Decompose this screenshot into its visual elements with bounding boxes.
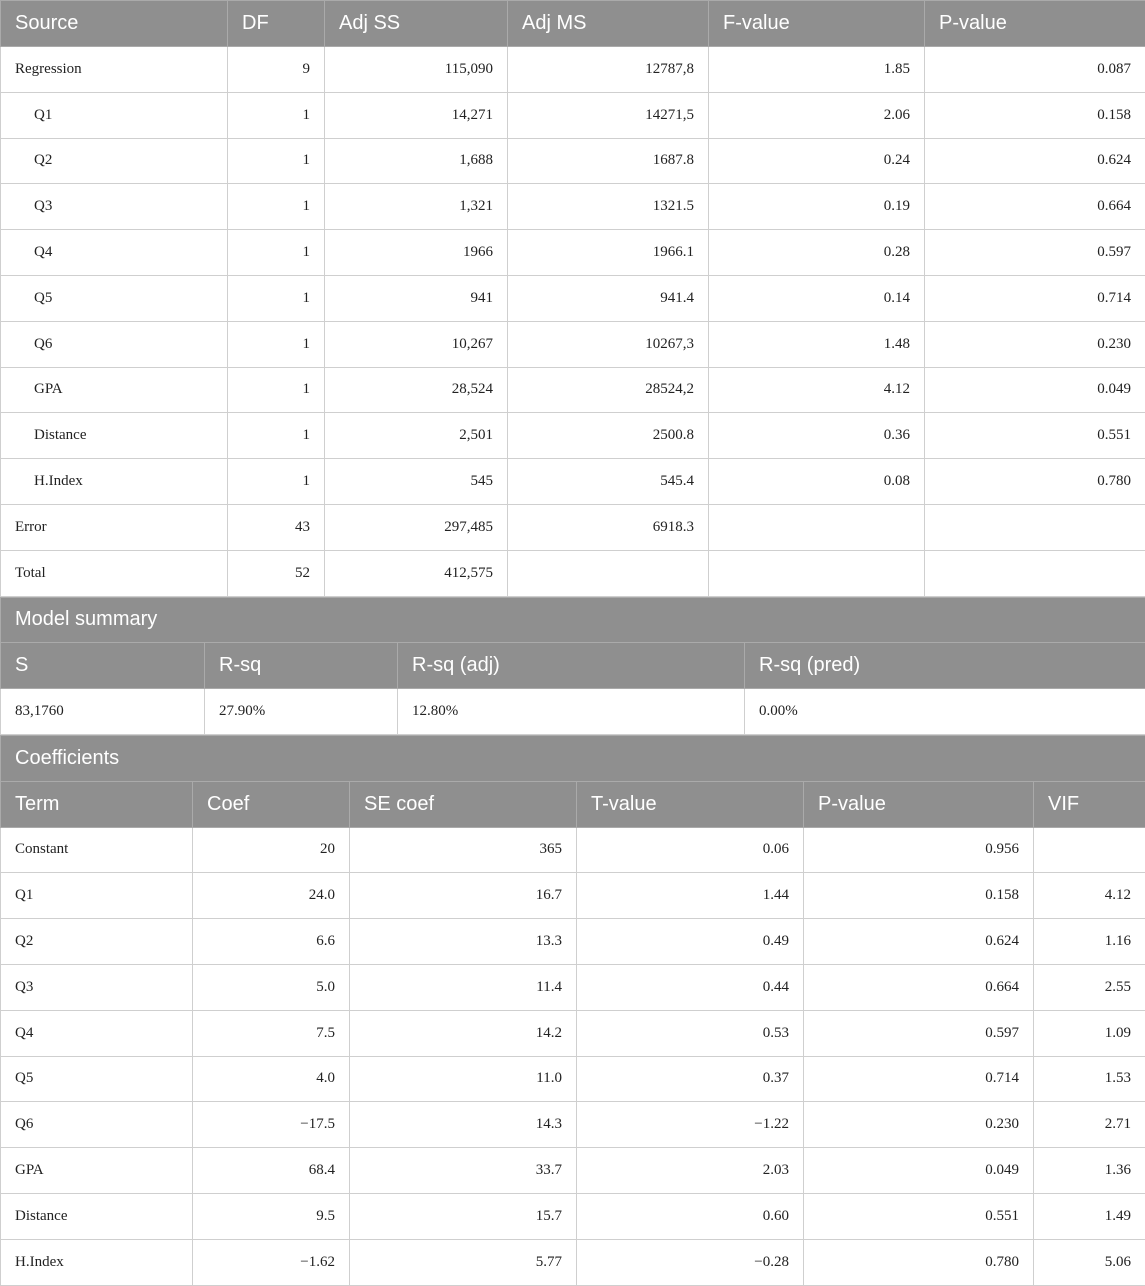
se-coef-cell: 11.4 — [350, 964, 577, 1010]
source-cell: Regression — [1, 47, 228, 93]
p-value-cell: 0.230 — [925, 321, 1145, 367]
term-cell: Q2 — [1, 919, 193, 965]
table-row — [1, 827, 1145, 873]
coefficients-table — [0, 735, 1145, 1286]
table-row — [1, 1010, 1145, 1056]
p-value-cell: 0.087 — [925, 47, 1145, 93]
column-header: T-value — [577, 781, 804, 827]
section-title-row — [1, 735, 1145, 781]
p-value-cell: 0.664 — [925, 184, 1145, 230]
adj-ms-cell: 28524,2 — [508, 367, 709, 413]
adj-ms-cell: 941.4 — [508, 275, 709, 321]
se-coef-cell: 14.3 — [350, 1102, 577, 1148]
p-value-cell: 0.624 — [925, 138, 1145, 184]
column-header: Source — [1, 1, 228, 47]
p-value-cell: 0.780 — [925, 459, 1145, 505]
adj-ss-cell: 10,267 — [325, 321, 508, 367]
f-value-cell: 4.12 — [709, 367, 925, 413]
df-cell: 9 — [228, 47, 325, 93]
se-coef-cell: 11.0 — [350, 1056, 577, 1102]
adj-ss-cell: 297,485 — [325, 504, 508, 550]
column-header: F-value — [709, 1, 925, 47]
adj-ss-cell: 1966 — [325, 230, 508, 276]
adj-ms-cell: 2500.8 — [508, 413, 709, 459]
adj-ss-cell: 115,090 — [325, 47, 508, 93]
adj-ss-cell: 2,501 — [325, 413, 508, 459]
p-value-cell: 0.551 — [925, 413, 1145, 459]
se-coef-cell: 5.77 — [350, 1239, 577, 1285]
se-coef-cell: 15.7 — [350, 1193, 577, 1239]
df-cell: 1 — [228, 230, 325, 276]
vif-cell: 4.12 — [1034, 873, 1145, 919]
table-row — [1, 1193, 1145, 1239]
coef-cell: 20 — [193, 827, 350, 873]
column-header: Coef — [193, 781, 350, 827]
r-sq-value: 27.90% — [205, 689, 398, 735]
p-value-cell: 0.714 — [925, 275, 1145, 321]
source-cell: Q5 — [1, 275, 228, 321]
coef-cell: 68.4 — [193, 1148, 350, 1194]
t-value-cell: 1.44 — [577, 873, 804, 919]
vif-cell: 2.55 — [1034, 964, 1145, 1010]
source-cell: Q2 — [1, 138, 228, 184]
df-cell: 1 — [228, 459, 325, 505]
column-header: R-sq (pred) — [745, 643, 1145, 689]
vif-cell: 2.71 — [1034, 1102, 1145, 1148]
source-cell: Q6 — [1, 321, 228, 367]
se-coef-cell: 33.7 — [350, 1148, 577, 1194]
anova-header-row — [1, 1, 1145, 47]
t-value-cell: 0.44 — [577, 964, 804, 1010]
df-cell: 1 — [228, 321, 325, 367]
term-cell: Q4 — [1, 1010, 193, 1056]
source-cell: Distance — [1, 413, 228, 459]
column-header: DF — [228, 1, 325, 47]
adj-ss-cell: 28,524 — [325, 367, 508, 413]
df-cell: 1 — [228, 138, 325, 184]
table-row — [1, 1102, 1145, 1148]
coef-cell: 7.5 — [193, 1010, 350, 1056]
f-value-cell: 0.28 — [709, 230, 925, 276]
adj-ms-cell: 10267,3 — [508, 321, 709, 367]
coef-cell: 5.0 — [193, 964, 350, 1010]
p-value-cell: 0.597 — [804, 1010, 1034, 1056]
anova-table — [0, 0, 1145, 597]
adj-ms-cell: 1321.5 — [508, 184, 709, 230]
vif-cell: 5.06 — [1034, 1239, 1145, 1285]
p-value-cell: 0.049 — [804, 1148, 1034, 1194]
table-row — [1, 459, 1145, 505]
coef-cell: 9.5 — [193, 1193, 350, 1239]
f-value-cell: 0.36 — [709, 413, 925, 459]
se-coef-cell: 14.2 — [350, 1010, 577, 1056]
vif-cell: 1.49 — [1034, 1193, 1145, 1239]
term-cell: H.Index — [1, 1239, 193, 1285]
column-header: VIF — [1034, 781, 1145, 827]
source-cell: Q4 — [1, 230, 228, 276]
p-value-cell: 0.624 — [804, 919, 1034, 965]
table-row — [1, 689, 1145, 735]
p-value-cell: 0.551 — [804, 1193, 1034, 1239]
table-row — [1, 275, 1145, 321]
adj-ss-cell: 412,575 — [325, 550, 508, 596]
term-cell: GPA — [1, 1148, 193, 1194]
table-row — [1, 919, 1145, 965]
source-cell: Error — [1, 504, 228, 550]
df-cell: 52 — [228, 550, 325, 596]
term-cell: Q5 — [1, 1056, 193, 1102]
f-value-cell: 2.06 — [709, 92, 925, 138]
coef-cell: 6.6 — [193, 919, 350, 965]
table-row — [1, 92, 1145, 138]
f-value-cell: 1.85 — [709, 47, 925, 93]
coefficients-title: Coefficients — [1, 735, 1145, 781]
df-cell: 1 — [228, 92, 325, 138]
table-row — [1, 413, 1145, 459]
p-value-cell: 0.230 — [804, 1102, 1034, 1148]
adj-ss-cell: 545 — [325, 459, 508, 505]
term-cell: Q1 — [1, 873, 193, 919]
source-cell: GPA — [1, 367, 228, 413]
column-header: Adj SS — [325, 1, 508, 47]
se-coef-cell: 365 — [350, 827, 577, 873]
p-value-cell: 0.956 — [804, 827, 1034, 873]
vif-cell: 1.09 — [1034, 1010, 1145, 1056]
table-row — [1, 138, 1145, 184]
term-cell: Distance — [1, 1193, 193, 1239]
adj-ms-cell: 14271,5 — [508, 92, 709, 138]
source-cell: Q1 — [1, 92, 228, 138]
table-row — [1, 550, 1145, 596]
coefficients-header-row — [1, 781, 1145, 827]
p-value-cell — [925, 504, 1145, 550]
adj-ss-cell: 941 — [325, 275, 508, 321]
column-header: Term — [1, 781, 193, 827]
t-value-cell: −0.28 — [577, 1239, 804, 1285]
se-coef-cell: 16.7 — [350, 873, 577, 919]
adj-ms-cell: 545.4 — [508, 459, 709, 505]
table-row — [1, 367, 1145, 413]
table-row — [1, 504, 1145, 550]
adj-ss-cell: 1,688 — [325, 138, 508, 184]
t-value-cell: 2.03 — [577, 1148, 804, 1194]
r-sq-adj-value: 12.80% — [398, 689, 745, 735]
source-cell: Q3 — [1, 184, 228, 230]
f-value-cell: 0.14 — [709, 275, 925, 321]
coef-cell: −1.62 — [193, 1239, 350, 1285]
p-value-cell: 0.780 — [804, 1239, 1034, 1285]
f-value-cell: 0.24 — [709, 138, 925, 184]
t-value-cell: 0.53 — [577, 1010, 804, 1056]
table-row — [1, 964, 1145, 1010]
table-row — [1, 1148, 1145, 1194]
table-row — [1, 873, 1145, 919]
vif-cell: 1.16 — [1034, 919, 1145, 965]
p-value-cell: 0.158 — [804, 873, 1034, 919]
p-value-cell — [925, 550, 1145, 596]
p-value-cell: 0.049 — [925, 367, 1145, 413]
df-cell: 1 — [228, 413, 325, 459]
table-row — [1, 1056, 1145, 1102]
section-title-row — [1, 597, 1145, 643]
column-header: SE coef — [350, 781, 577, 827]
model-summary-title: Model summary — [1, 597, 1145, 643]
adj-ms-cell — [508, 550, 709, 596]
table-row — [1, 184, 1145, 230]
table-row — [1, 230, 1145, 276]
column-header: R-sq (adj) — [398, 643, 745, 689]
p-value-cell: 0.158 — [925, 92, 1145, 138]
adj-ms-cell: 1687.8 — [508, 138, 709, 184]
column-header: P-value — [804, 781, 1034, 827]
column-header: S — [1, 643, 205, 689]
coef-cell: 4.0 — [193, 1056, 350, 1102]
term-cell: Q3 — [1, 964, 193, 1010]
vif-cell — [1034, 827, 1145, 873]
coef-cell: −17.5 — [193, 1102, 350, 1148]
p-value-cell: 0.664 — [804, 964, 1034, 1010]
term-cell: Q6 — [1, 1102, 193, 1148]
adj-ms-cell: 6918.3 — [508, 504, 709, 550]
se-coef-cell: 13.3 — [350, 919, 577, 965]
model-summary-table — [0, 597, 1145, 735]
f-value-cell: 0.08 — [709, 459, 925, 505]
coef-cell: 24.0 — [193, 873, 350, 919]
f-value-cell — [709, 504, 925, 550]
p-value-cell: 0.714 — [804, 1056, 1034, 1102]
adj-ms-cell: 1966.1 — [508, 230, 709, 276]
adj-ss-cell: 14,271 — [325, 92, 508, 138]
adj-ss-cell: 1,321 — [325, 184, 508, 230]
table-row — [1, 47, 1145, 93]
adj-ms-cell: 12787,8 — [508, 47, 709, 93]
column-header: Adj MS — [508, 1, 709, 47]
t-value-cell: 0.49 — [577, 919, 804, 965]
t-value-cell: 0.37 — [577, 1056, 804, 1102]
table-row — [1, 1239, 1145, 1285]
df-cell: 1 — [228, 184, 325, 230]
f-value-cell — [709, 550, 925, 596]
summary-header-row — [1, 643, 1145, 689]
df-cell: 43 — [228, 504, 325, 550]
df-cell: 1 — [228, 367, 325, 413]
f-value-cell: 1.48 — [709, 321, 925, 367]
r-sq-pred-value: 0.00% — [745, 689, 1145, 735]
term-cell: Constant — [1, 827, 193, 873]
p-value-cell: 0.597 — [925, 230, 1145, 276]
source-cell: H.Index — [1, 459, 228, 505]
t-value-cell: 0.60 — [577, 1193, 804, 1239]
table-row — [1, 321, 1145, 367]
t-value-cell: 0.06 — [577, 827, 804, 873]
source-cell: Total — [1, 550, 228, 596]
column-header: R-sq — [205, 643, 398, 689]
vif-cell: 1.53 — [1034, 1056, 1145, 1102]
column-header: P-value — [925, 1, 1145, 47]
f-value-cell: 0.19 — [709, 184, 925, 230]
vif-cell: 1.36 — [1034, 1148, 1145, 1194]
df-cell: 1 — [228, 275, 325, 321]
t-value-cell: −1.22 — [577, 1102, 804, 1148]
s-value: 83,1760 — [1, 689, 205, 735]
